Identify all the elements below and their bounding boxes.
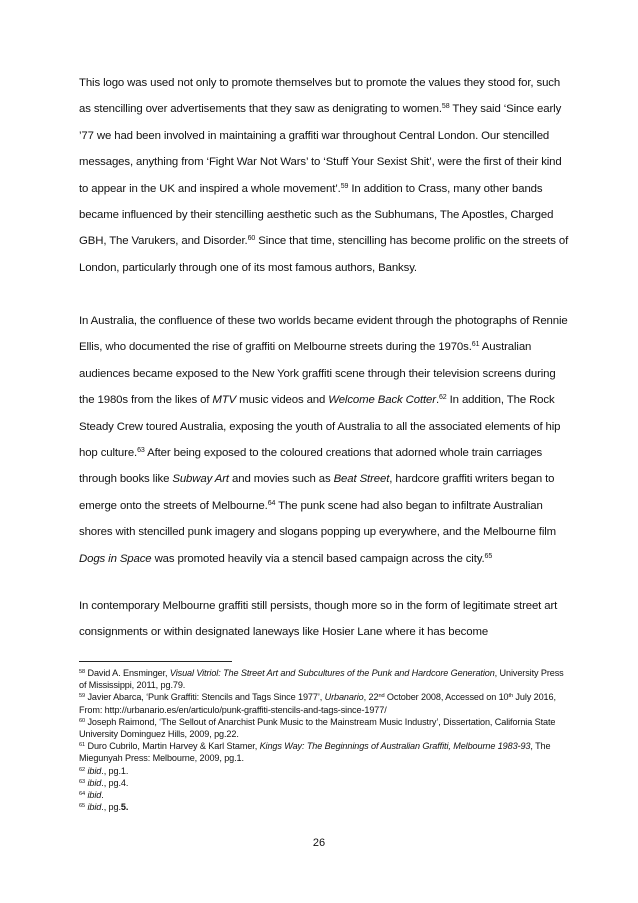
footnote-60: $^{60}$ Joseph Raimond, ‘The Sellout of Anarchist Punk Music to the Mainstream Music Industry’, Dissertation, California State University Dominguez Hills, 2009, pg.22. <box>79 716 556 740</box>
footnote-58: $^{58}$ David A. Ensminger, Visual Vitriol: The Street Art and Subcultures of the Punk and Hardcore Generation, University Press of Mississippi, 2011, pg.79. <box>79 668 564 691</box>
page-number: 26 <box>312 837 326 849</box>
body-paragraph-2: In Australia, the confluence of these two worlds became evident through the photographs of Rennie Ellis, who documented the rise of graffiti on Melbourne streets during the 1970s.$^{61}$ Australian audiences became exposed to the New York graffiti scene through their television screens during the 1980s from the likes of MTV music videos and Welcome Back Cotter.$^{62}$ In addition, The Rock Steady Crew toured Australia, exposing the youth of Australia to all the associated elements of hip hop culture.$^{63}$ After being exposed to the coloured creations that adorned whole train carriages through books like Subway Art and movies such as Beat Street, hardcore graffiti writers began to emerge onto the streets of Melbourne.$^{64}$ The punk scene had also began to infiltrate Australian shores with stencilled punk imagery and slogans popping up everywhere, and the Melbourne film Dogs in Space was promoted heavily via a stencil based campaign across the city.$^{65}$ <box>79 315 568 565</box>
body-paragraph-1: This logo was used not only to promote themselves but to promote the values they stood for, such as stencilling over advertisements that they saw as denigrating to women.$^{58}$ They said ‘Since early ’77 we had been involved in maintaining a graffiti war throughout Central London. Our stencilled messages, anything from ‘Fight War Not Wars’ to ‘Stuff Your Sexist Shit’, were the first of their kind to appear in the UK and inspired a whole movement’.$^{59}$ In addition to Crass, many other bands became influenced by their stencilling aesthetic such as the Subhumans, The Apostles, Charged GBH, The Varukers, and Disorder.$^{60}$ Since that time, stencilling has become prolific on the streets of London, particularly through one of its most famous authors, Banksy. <box>79 77 569 274</box>
footnote-63: $^{63}$ ibid., pg.4. <box>79 777 129 788</box>
footnotes <box>79 667 571 813</box>
footnote-59: $^{59}$ Javier Abarca, ‘Punk Graffiti: Stencils and Tags Since 1977’, Urbanario, 22nd October 2008, Accessed on 10th July 2016, From: http://urbanario.es/en/articulo/punk-graffiti-stencils-and-tags-since-1977/ <box>79 692 556 715</box>
footnote-62: $^{62}$ ibid., pg.1. <box>79 765 129 776</box>
footnote-61: $^{61}$ Duro Cubrilo, Martin Harvey & Karl Stamer, Kings Way: The Beginnings of Australian Graffiti, Melbourne 1983-93, The Miegunyah Press: Melbourne, 2009, pg.1. <box>79 741 551 764</box>
footnote-separator <box>79 661 232 662</box>
body-paragraph-3: In contemporary Melbourne graffiti still persists, though more so in the form of legitimate street art consignments or within designated laneways like Hosier Lane where it has become <box>79 600 558 639</box>
footnote-65: $^{65}$ ibid., pg.5. <box>79 802 129 813</box>
footnote-64: $^{64}$ ibid. <box>79 790 104 801</box>
